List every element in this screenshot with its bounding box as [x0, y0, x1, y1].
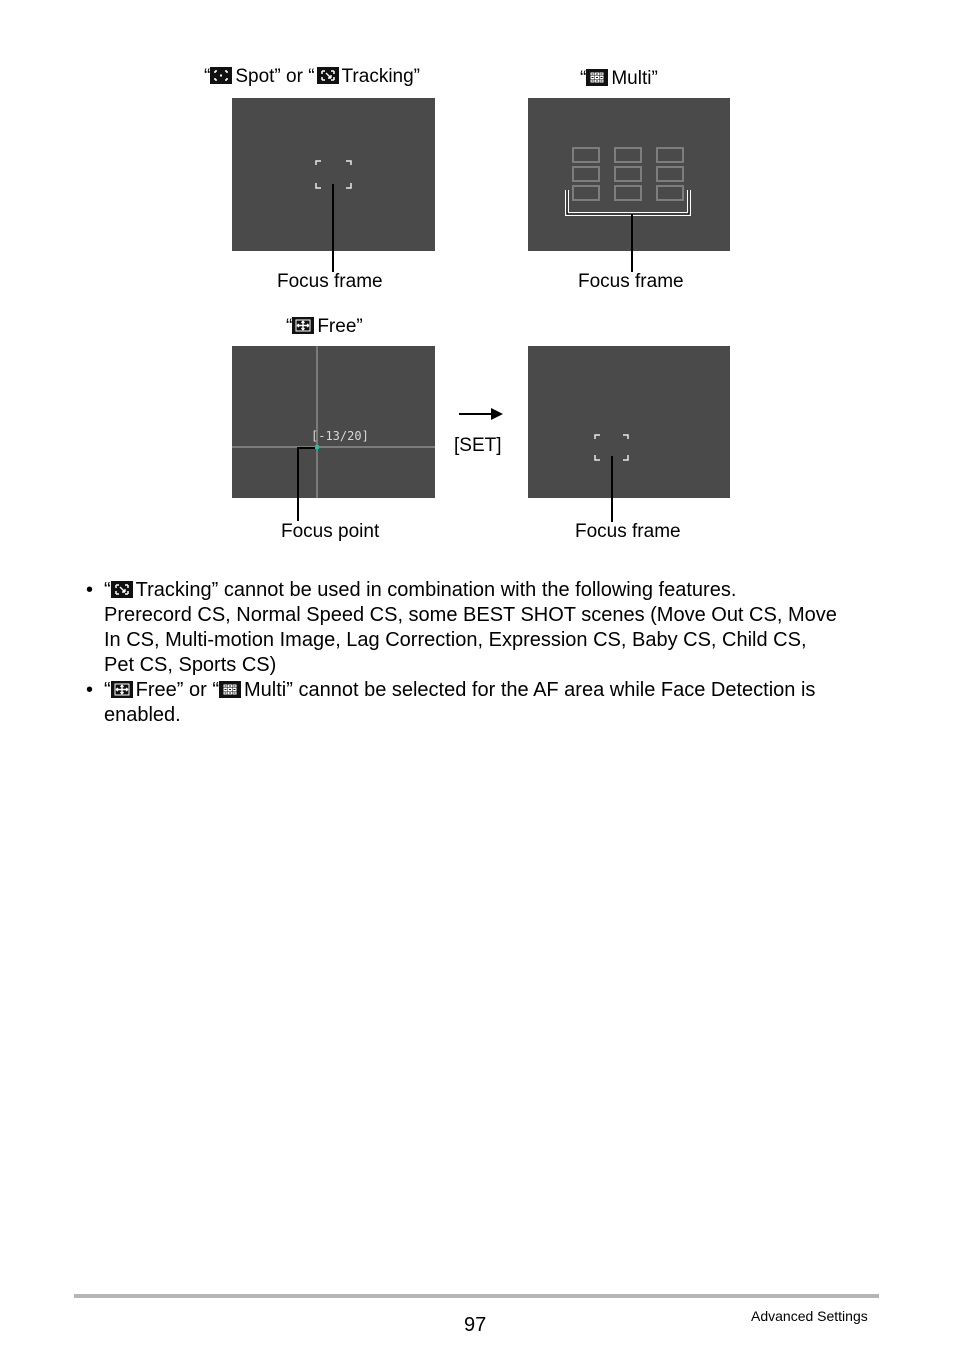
- leader-line: [332, 184, 334, 272]
- screen-multi: [528, 98, 730, 251]
- caption-free: [286, 316, 363, 338]
- list-item: [86, 578, 886, 678]
- tracking-icon: [111, 581, 133, 598]
- spot-label: Spot” or “: [235, 66, 315, 87]
- spot-icon: [210, 67, 232, 84]
- multi-icon: [586, 69, 608, 86]
- bullet-line: [104, 678, 886, 703]
- bullet-text: Tracking” cannot be used in combination with the following features.: [135, 579, 737, 601]
- label-focus-frame: Focus frame: [277, 271, 383, 292]
- free-icon: [111, 681, 133, 698]
- tracking-label: Tracking”: [341, 66, 421, 87]
- tracking-icon: [317, 67, 339, 84]
- screen-result: [528, 346, 730, 498]
- page-number: 97: [464, 1314, 487, 1336]
- bullet-line: Prerecord CS, Normal Speed CS, some BEST SHOT scenes (Move Out CS, Move: [104, 604, 837, 626]
- footer-rule: [74, 1294, 879, 1298]
- arrow-right-icon: [457, 404, 505, 429]
- bullet-line: Pet CS, Sports CS): [104, 654, 277, 676]
- open-quote: “: [286, 316, 293, 337]
- caption-multi: [580, 68, 658, 90]
- multi-frames: [528, 98, 730, 251]
- bullet-text: Free” or “: [135, 679, 220, 701]
- notes-list: [86, 578, 886, 728]
- free-readout: [-13/20]: [311, 429, 369, 443]
- bullet-line: [104, 578, 886, 603]
- bullet-dot: •: [86, 679, 94, 701]
- free-icon: [292, 317, 314, 334]
- open-quote: “: [104, 579, 111, 601]
- leader-line: [297, 447, 299, 521]
- bullet-line: enabled.: [104, 704, 181, 726]
- open-quote: “: [104, 679, 111, 701]
- multi-icon: [219, 681, 241, 698]
- bullet-text: Multi” cannot be selected for the AF area while Face Detection is: [244, 679, 816, 701]
- leader-line: [611, 456, 613, 522]
- set-button-label: [SET]: [454, 435, 502, 456]
- list-item: [86, 678, 886, 728]
- section-title: Advanced Settings: [751, 1308, 868, 1324]
- label-focus-point: Focus point: [281, 521, 380, 542]
- focus-point-leader: [297, 447, 315, 449]
- focus-frame-marker: [528, 346, 730, 498]
- leader-line: [631, 214, 633, 272]
- free-crosshair: [232, 346, 435, 498]
- screen-free: [232, 346, 435, 498]
- label-focus-frame: Focus frame: [578, 271, 684, 292]
- free-label: Free”: [317, 316, 363, 337]
- bullet-dot: •: [86, 579, 94, 601]
- multi-label: Multi”: [611, 68, 658, 89]
- label-focus-frame: Focus frame: [575, 521, 681, 542]
- open-quote: “: [580, 68, 587, 89]
- caption-spot-tracking: [204, 66, 420, 88]
- bullet-line: In CS, Multi-motion Image, Lag Correction, Expression CS, Baby CS, Child CS,: [104, 629, 807, 651]
- open-quote: “: [204, 66, 211, 87]
